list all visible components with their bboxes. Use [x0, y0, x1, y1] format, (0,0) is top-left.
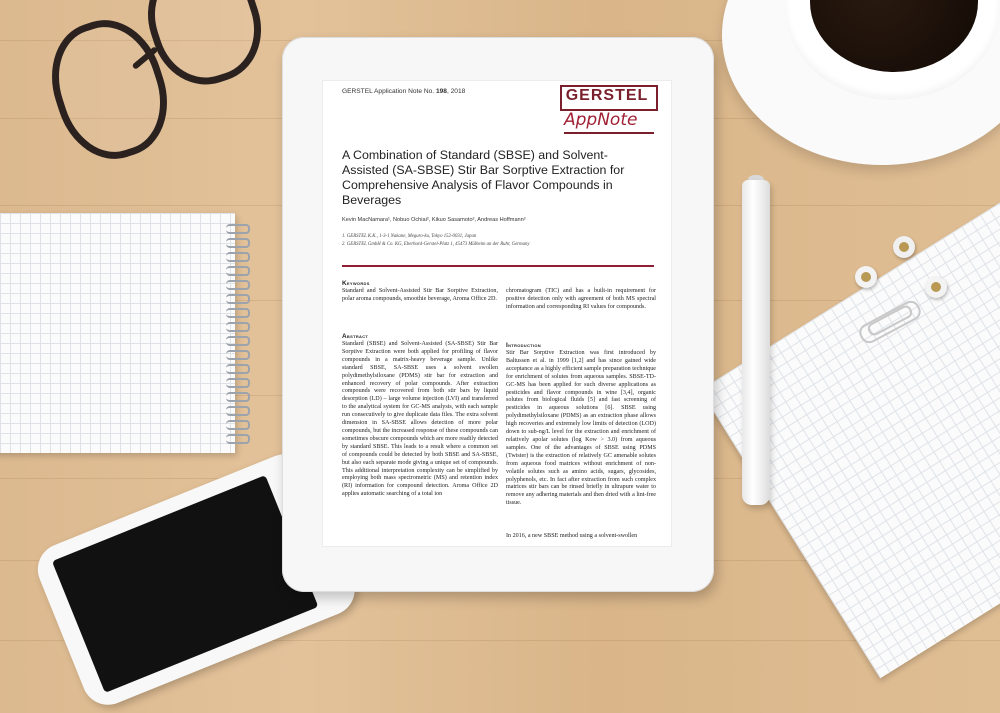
pen	[742, 180, 770, 505]
keywords-text: Standard and Solvent-Assisted Stir Bar Sorptive Extraction, polar aroma compounds, smoothie beverage, Aroma Office 2D.	[342, 288, 498, 302]
authors: Kevin MacNamara¹, Nobuo Ochiai², Kikuo Sasamoto², Andreas Hoffmann²	[342, 217, 526, 223]
introduction-text-continued: In 2016, a new SBSE method using a solvent-swollen	[506, 533, 638, 539]
abstract-continued-text: chromatogram (TIC) and has a built-in requirement for positive detection only with agreement of both MS spectral information and corresponding RI values for compounds.	[506, 288, 656, 310]
phone-screen	[52, 475, 318, 693]
application-note-line: GERSTEL Application Note No. 198, 2018	[342, 88, 466, 95]
document-page	[322, 80, 672, 547]
notebook-spiral	[226, 220, 250, 448]
pushpin	[925, 276, 947, 298]
tablet-screen[interactable]	[322, 80, 672, 547]
document-title: A Combination of Standard (SBSE) and Solvent-Assisted (SA-SBSE) Stir Bar Sorptive Extraction for Comprehensive Analysis of Flavor Compounds in Beverages	[342, 148, 625, 207]
pushpin	[855, 266, 877, 288]
affiliations: 1. GERSTEL K.K., 1-3-1 Nakane, Meguro-ku, Tokyo 152-0031, Japan 2. GERSTEL GmbH & Co. KG, Eberhard-Gerstel-Platz 1, 45473 Mülheim an der Ruhr, Germany	[342, 234, 530, 247]
abstract-heading: Abstract	[342, 333, 369, 340]
header-divider	[342, 265, 654, 267]
pushpin	[893, 236, 915, 258]
introduction-text: Stir Bar Sorptive Extraction was first introduced by Baltussen et al. in 1999 [1,2] and has since gained wide acceptance as a highly efficient sample preparation technique for enrichment of solutes from aqueous samples. SBSE-TD-GC-MS has been applied for such diverse applications as pesticides and flavor compounds in wine [3,4], organic solutes from biological fluids [5] and fast screening of pesticides in aqueous solutions [6]. SBSE using polydimethylsiloxane (PDMS) as an extraction phase allows high recoveries and extremely low limits of detection (LOD) down to sub-ng/L level for the extraction and enrichment of relatively apolar solutes (log Kow > 3.0) from aqueous samples. One of the advantages of SBSE using PDMS (Twister) is the extraction of relatively GC amenable solutes from aqueous food matrices without enrichment of non-volatile solutes such as amino acids, sugars, glycosides, polyphenols, etc. In fact after extraction from such complex matrices stir bars can be rinsed briefly in ultrapure water to remove any adhering materials and then dried with a lint-free tissue.	[506, 350, 656, 507]
notebook-left	[0, 213, 235, 453]
gerstel-appnote-logo: GERSTEL AppNote	[560, 85, 656, 135]
abstract-text: Standard (SBSE) and Solvent-Assisted (SA-SBSE) Stir Bar Sorptive Extraction were both applied for profiling of flavor compounds in a matrix-heavy beverage sample. Unlike standard SBSE, SA-SBSE uses a solvent swollen polydimethylsiloxane (PDMS) stir bar for extraction and enhanced recovery of polar compounds. After extraction compounds were recovered from both stir bars by liquid desorption (LD) – large volume injection (LVI) and transferred to the analytical system for GC-MS analysis, with each sample run consecutively to give duplicate data files. The extra solvent dimension in SA-SBSE allows detection of more polar compounds, but the increased response of these compounds can sometimes obscure compounds which are more readily detected by standard SBSE. This leads to a result where a common set of compounds could be detected by both SBSE and SA-SBSE, but also each separate mode giving a unique set of compounds. This additional interpretation complexity can be simplified by employing both mass spectrometric (MS) and retention index (RI) information for compound detection. Aroma Office 2D applies automatic searching of a total ion	[342, 341, 498, 498]
keywords-heading: Keywords	[342, 280, 370, 287]
introduction-heading: Introduction	[506, 342, 541, 349]
